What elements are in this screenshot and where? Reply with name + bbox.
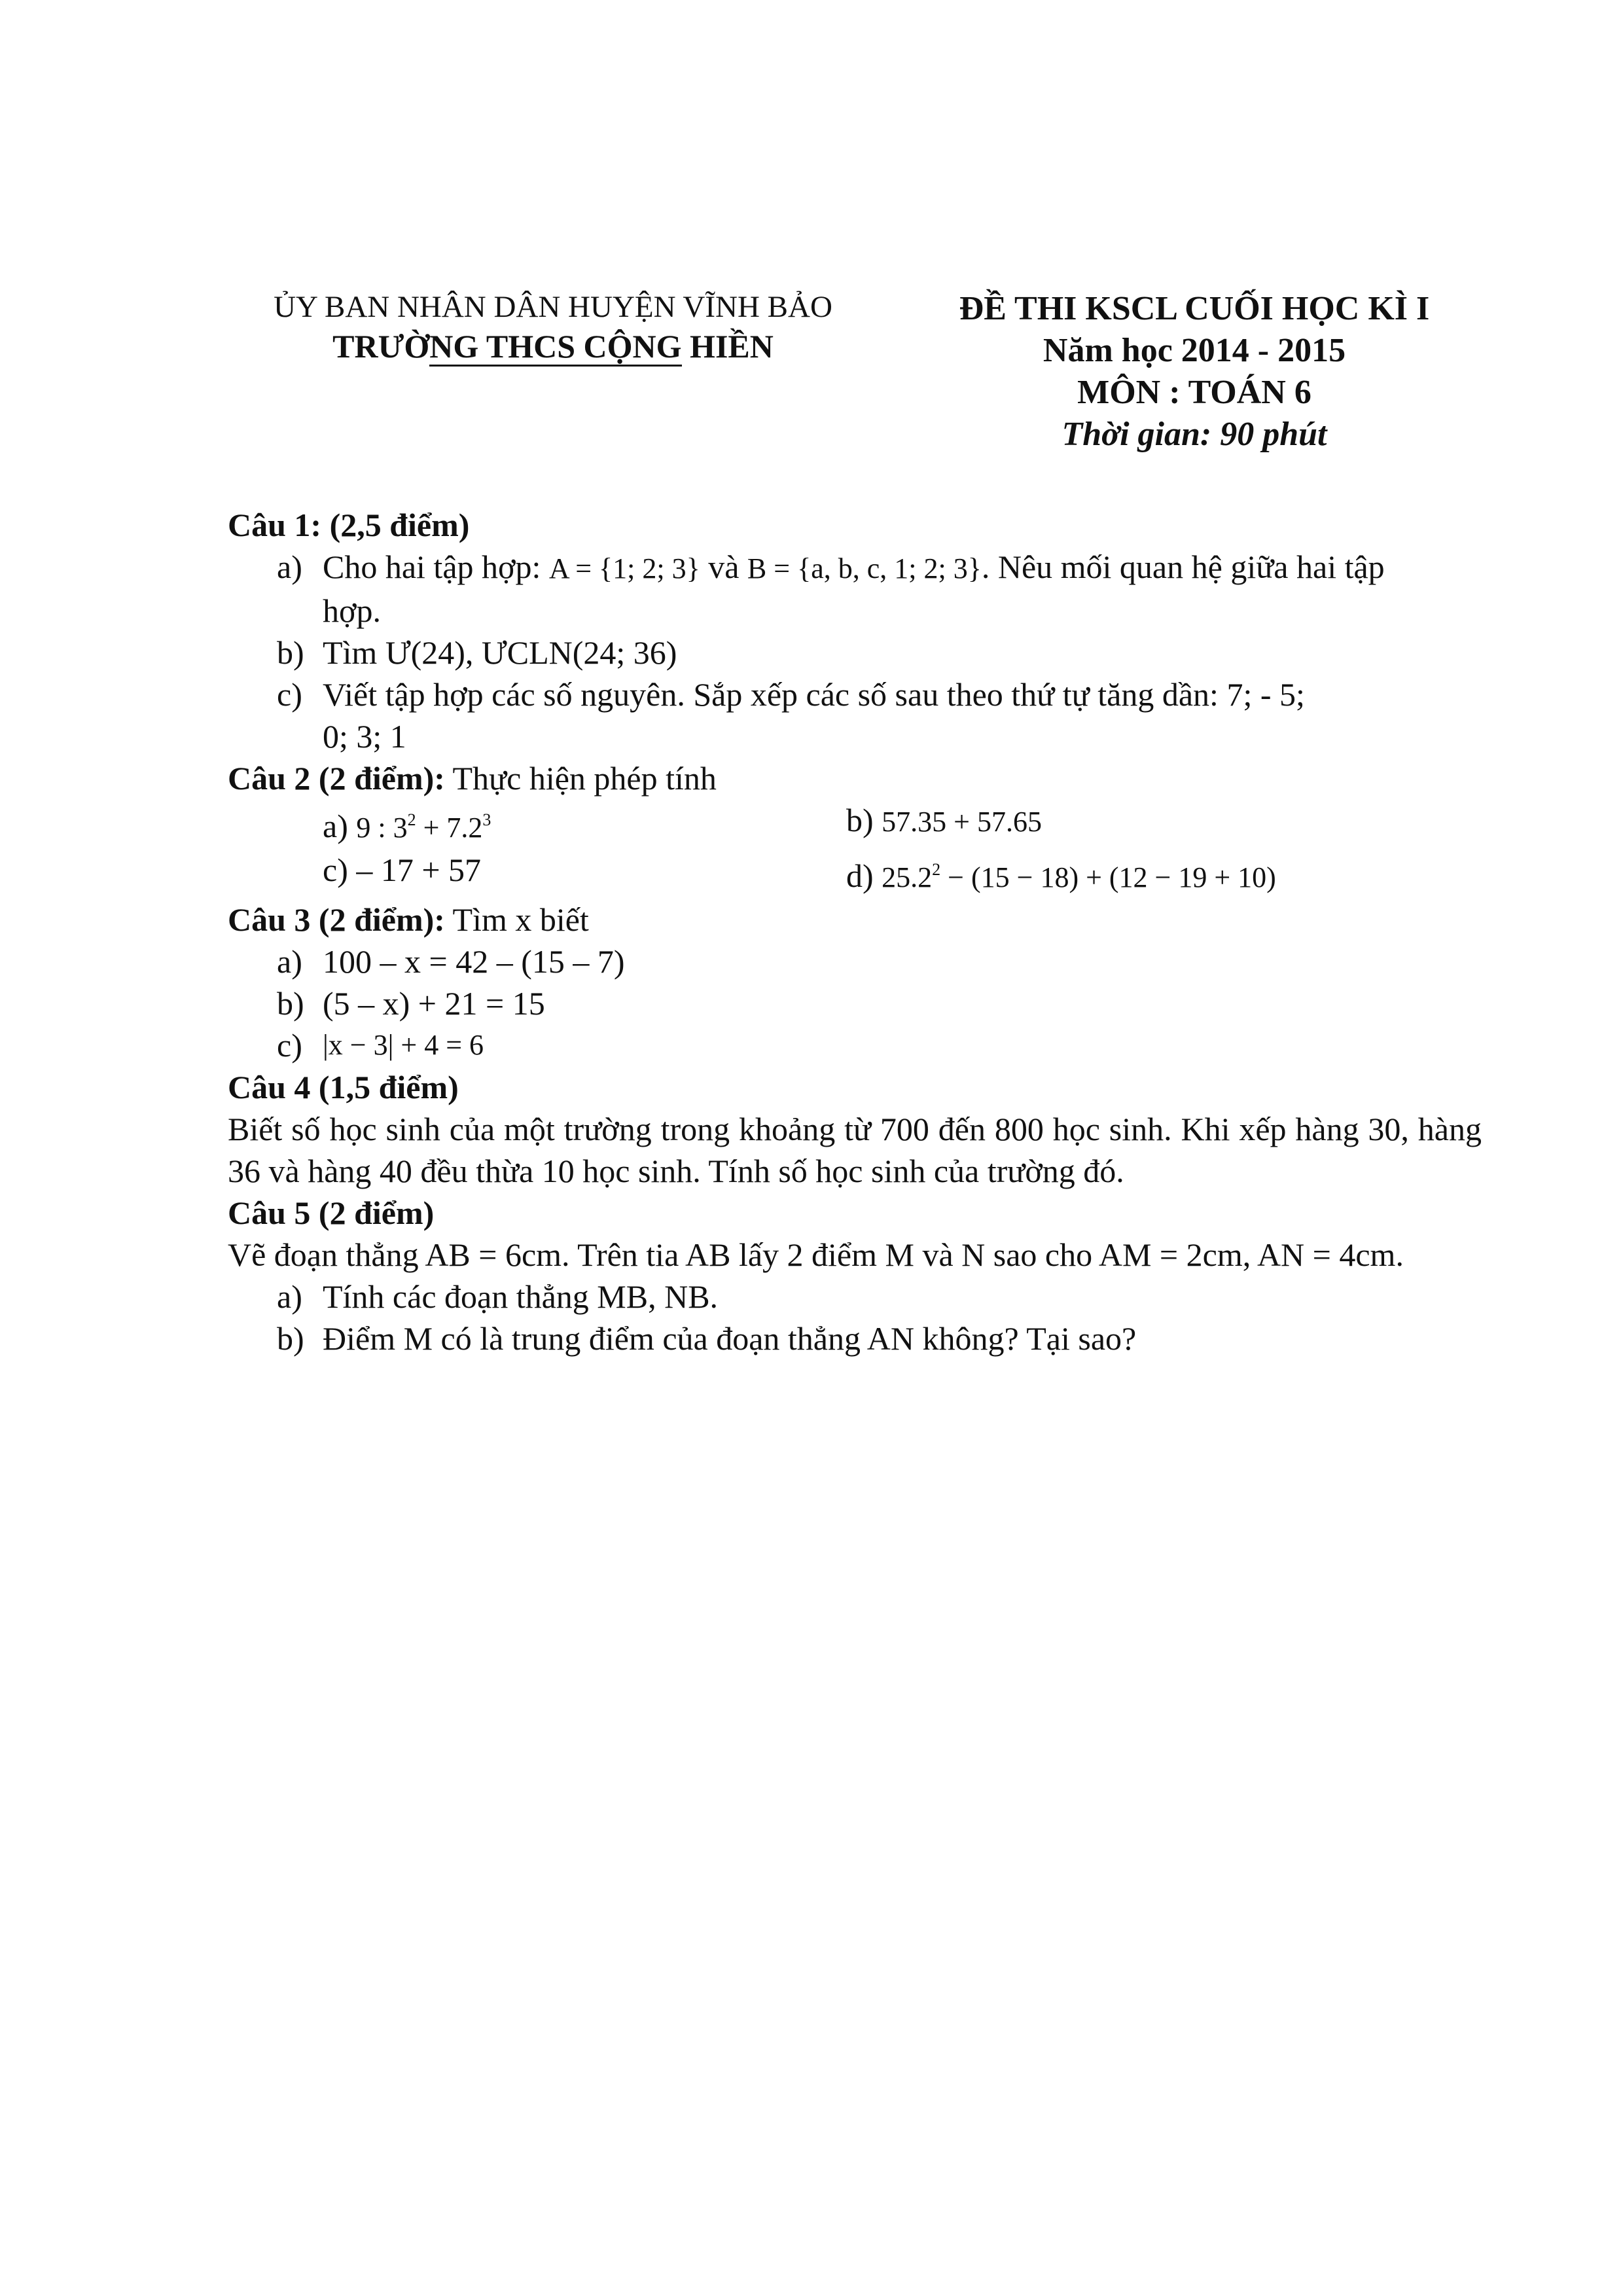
q1-a-and: và (700, 548, 747, 585)
q1-a (228, 546, 1482, 632)
authority-name: ỦY BAN NHÂN DÂN HUYỆN VĨNH BẢO (274, 290, 832, 324)
q2-d (846, 849, 1370, 899)
set-a: A = {1; 2; 3} (548, 552, 700, 584)
q2-heading (228, 757, 1482, 799)
q2-row-2 (228, 849, 1482, 899)
q2-a-exp2: 3 (482, 810, 491, 829)
header-right (942, 288, 1446, 456)
exam-time: Thời gian: 90 phút (1061, 416, 1327, 453)
q1-a-text: Cho hai tập hợp: (323, 548, 549, 585)
q1-c-text: Viết tập hợp các số nguyên. Sắp xếp các số sau theo thứ tự tăng dần: 7; - 5; (323, 676, 1305, 713)
q1-b (228, 632, 1482, 673)
q3-c (228, 1024, 1482, 1066)
q2-a-exp1: 2 (407, 810, 416, 829)
q2-row-1 (228, 799, 1482, 849)
school-year: Năm học 2014 - 2015 (1043, 332, 1346, 369)
q3-b-text: (5 – x) + 21 = 15 (323, 985, 545, 1022)
q2-title: Câu 2 (2 điểm): (228, 760, 445, 797)
q5-a (228, 1276, 1482, 1318)
q4-text: Biết số học sinh của một trường trong khoảng từ 700 đến 800 học sinh. Khi xếp hàng 30, hàng 36 và hàng 40 đều thừa 10 học sinh. Tính số học sinh của trường đó. (228, 1111, 1482, 1189)
q2-d-part2: − (15 − 18) + (12 − 19 + 10) (940, 861, 1276, 893)
q3-title: Câu 3 (2 điểm): (228, 901, 445, 938)
q1-a-continued: hợp. (323, 592, 381, 629)
q2-d-expr (882, 861, 1276, 893)
q2-a-label: a) (323, 808, 348, 844)
q1-a-label: a) (277, 548, 302, 585)
q5-text: Vẽ đoạn thẳng AB = 6cm. Trên tia AB lấy 2 điểm M và N sao cho AM = 2cm, AN = 4cm. (228, 1236, 1404, 1273)
q1-c (228, 673, 1482, 757)
q3-a-label: a) (277, 943, 302, 980)
q2-b-label: b) (846, 802, 874, 838)
set-b: B = {a, b, c, 1; 2; 3} (747, 552, 982, 584)
q1-c-label: c) (277, 676, 302, 713)
q4-title: Câu 4 (1,5 điểm) (228, 1069, 459, 1105)
q3-heading (228, 899, 1482, 941)
q3-c-label: c) (277, 1027, 302, 1064)
exam-title: ĐỀ THI KSCL CUỐI HỌC KÌ I (959, 290, 1430, 327)
q2-c-expr: – 17 + 57 (356, 852, 482, 888)
school-name (223, 326, 883, 367)
q5-a-text: Tính các đoạn thẳng MB, NB. (323, 1278, 719, 1315)
subject: MÔN : TOÁN 6 (1077, 374, 1311, 411)
school-name-part1: TRƯỜ (332, 328, 430, 365)
q3-c-text: |x − 3| + 4 = 6 (323, 1029, 484, 1061)
q3-a-text: 100 – x = 42 – (15 – 7) (323, 943, 625, 980)
q2-d-part1: 25.2 (882, 861, 933, 893)
q3-instruction: Tìm x biết (444, 901, 589, 938)
q2-a (323, 799, 846, 849)
q2-c (323, 849, 846, 899)
q1-title: Câu 1: (2,5 điểm) (228, 507, 470, 543)
q2-a-part2: + 7.2 (416, 812, 483, 844)
q5-b-text: Điểm M có là trung điểm của đoạn thẳng AN không? Tại sao? (323, 1320, 1137, 1357)
q1-b-text: Tìm Ư(24), ƯCLN(24; 36) (323, 634, 677, 671)
q2-b (846, 799, 1370, 849)
school-name-part3: HIỀN (681, 328, 774, 365)
q1-b-label: b) (277, 634, 304, 671)
q3-b (228, 982, 1482, 1024)
q2-a-part1: 9 : 3 (356, 812, 408, 844)
q2-a-expr (356, 812, 491, 844)
q2-c-label: c) (323, 852, 348, 888)
q2-d-exp1: 2 (932, 860, 941, 879)
q5-a-label: a) (277, 1278, 302, 1315)
q2-instruction: Thực hiện phép tính (444, 760, 717, 797)
q2-b-expr: 57.35 + 57.65 (882, 806, 1042, 838)
q1-c-text-continued: 0; 3; 1 (323, 718, 406, 755)
q5-b (228, 1318, 1482, 1359)
q3-b-label: b) (277, 985, 304, 1022)
school-name-underlined: NG THCS CỘNG (429, 328, 681, 367)
q5-title: Câu 5 (2 điểm) (228, 1194, 435, 1231)
q2-d-label: d) (846, 857, 874, 894)
exam-content (228, 504, 1482, 1359)
q3-a (228, 941, 1482, 982)
header-left (223, 288, 883, 367)
q5-b-label: b) (277, 1320, 304, 1357)
q1-a-question: . Nêu mối quan hệ giữa hai tập (981, 548, 1385, 585)
